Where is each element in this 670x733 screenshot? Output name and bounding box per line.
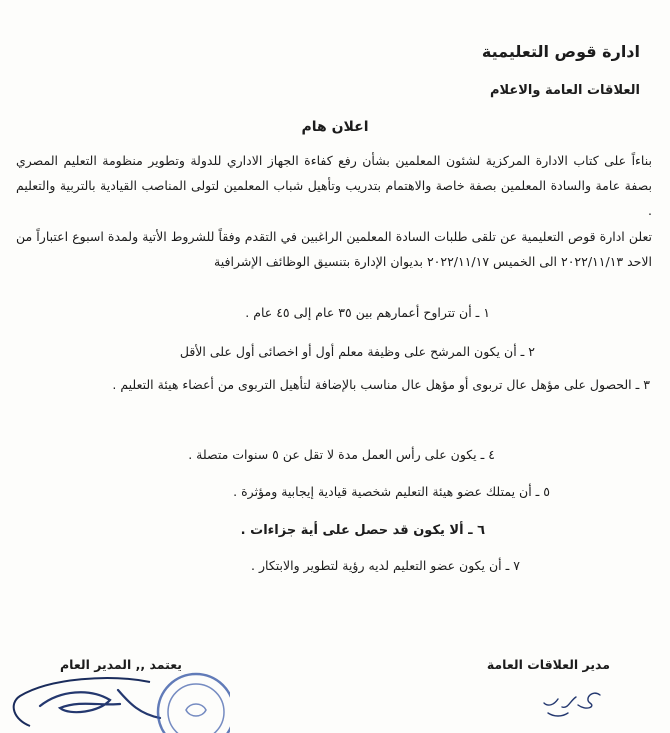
organization-name: ادارة قوص التعليمية — [481, 42, 640, 61]
condition-item: ١ ـ أن تتراوح أعمارهم بين ٣٥ عام إلى ٤٥ عام . — [245, 305, 490, 320]
condition-item: ٤ ـ يكون على رأس العمل مدة لا تقل عن ٥ سنوات متصلة . — [188, 447, 495, 462]
manager-signature — [538, 683, 608, 721]
manager-title: مدير العلاقات العامة — [486, 657, 610, 672]
announcement-paragraph-2: تعلن ادارة قوص التعليمية عن تلقى طلبات السادة المعلمين الراغبين في التقدم وفقاً للشروط الأتية ولمدة اسبوع اعتباراً من الاحد ٢٠٢٢/١١/١٣ الى الخميس ٢٠٢٢/١١/١٧ بديوان الإدارة بتنسيق الوظائف الإشرافية — [16, 229, 652, 269]
official-stamp — [0, 660, 230, 733]
announcement-title: اعلان هام — [301, 119, 369, 135]
announcement-paragraph-1: بناءاً على كتاب الادارة المركزية لشئون المعلمين بشأن رفع كفاءة الجهاز الاداري للدولة وتطوير منظومة التعليم المصري بصفة عامة والسادة المعلمين بصفة خاصة والاهتمام بتدريب وتأهيل شباب المعلمين لتولى المناصب القيادية بالتربية والتعليم . — [16, 153, 652, 218]
approval-label: يعتمد ,, المدير العام — [60, 657, 182, 672]
condition-item: ٥ ـ أن يمتلك عضو هيئة التعليم شخصية قيادية إيجابية ومؤثرة . — [233, 484, 550, 499]
condition-item: ٧ ـ أن يكون عضو التعليم لديه رؤية لتطوير والابتكار . — [251, 558, 520, 573]
condition-item: ٦ ـ ألا يكون قد حصل على أية جزاءات . — [240, 523, 485, 538]
condition-item: ٣ ـ الحصول على مؤهل عال تربوى أو مؤهل عال مناسب بالإضافة لتأهيل التربوى من أعضاء هيئة التعليم . — [112, 377, 650, 392]
condition-item: ٢ ـ أن يكون المرشح على وظيفة معلم أول أو اخصائى أول على الأقل — [179, 344, 535, 359]
department-name: العلاقات العامة والاعلام — [489, 83, 640, 98]
